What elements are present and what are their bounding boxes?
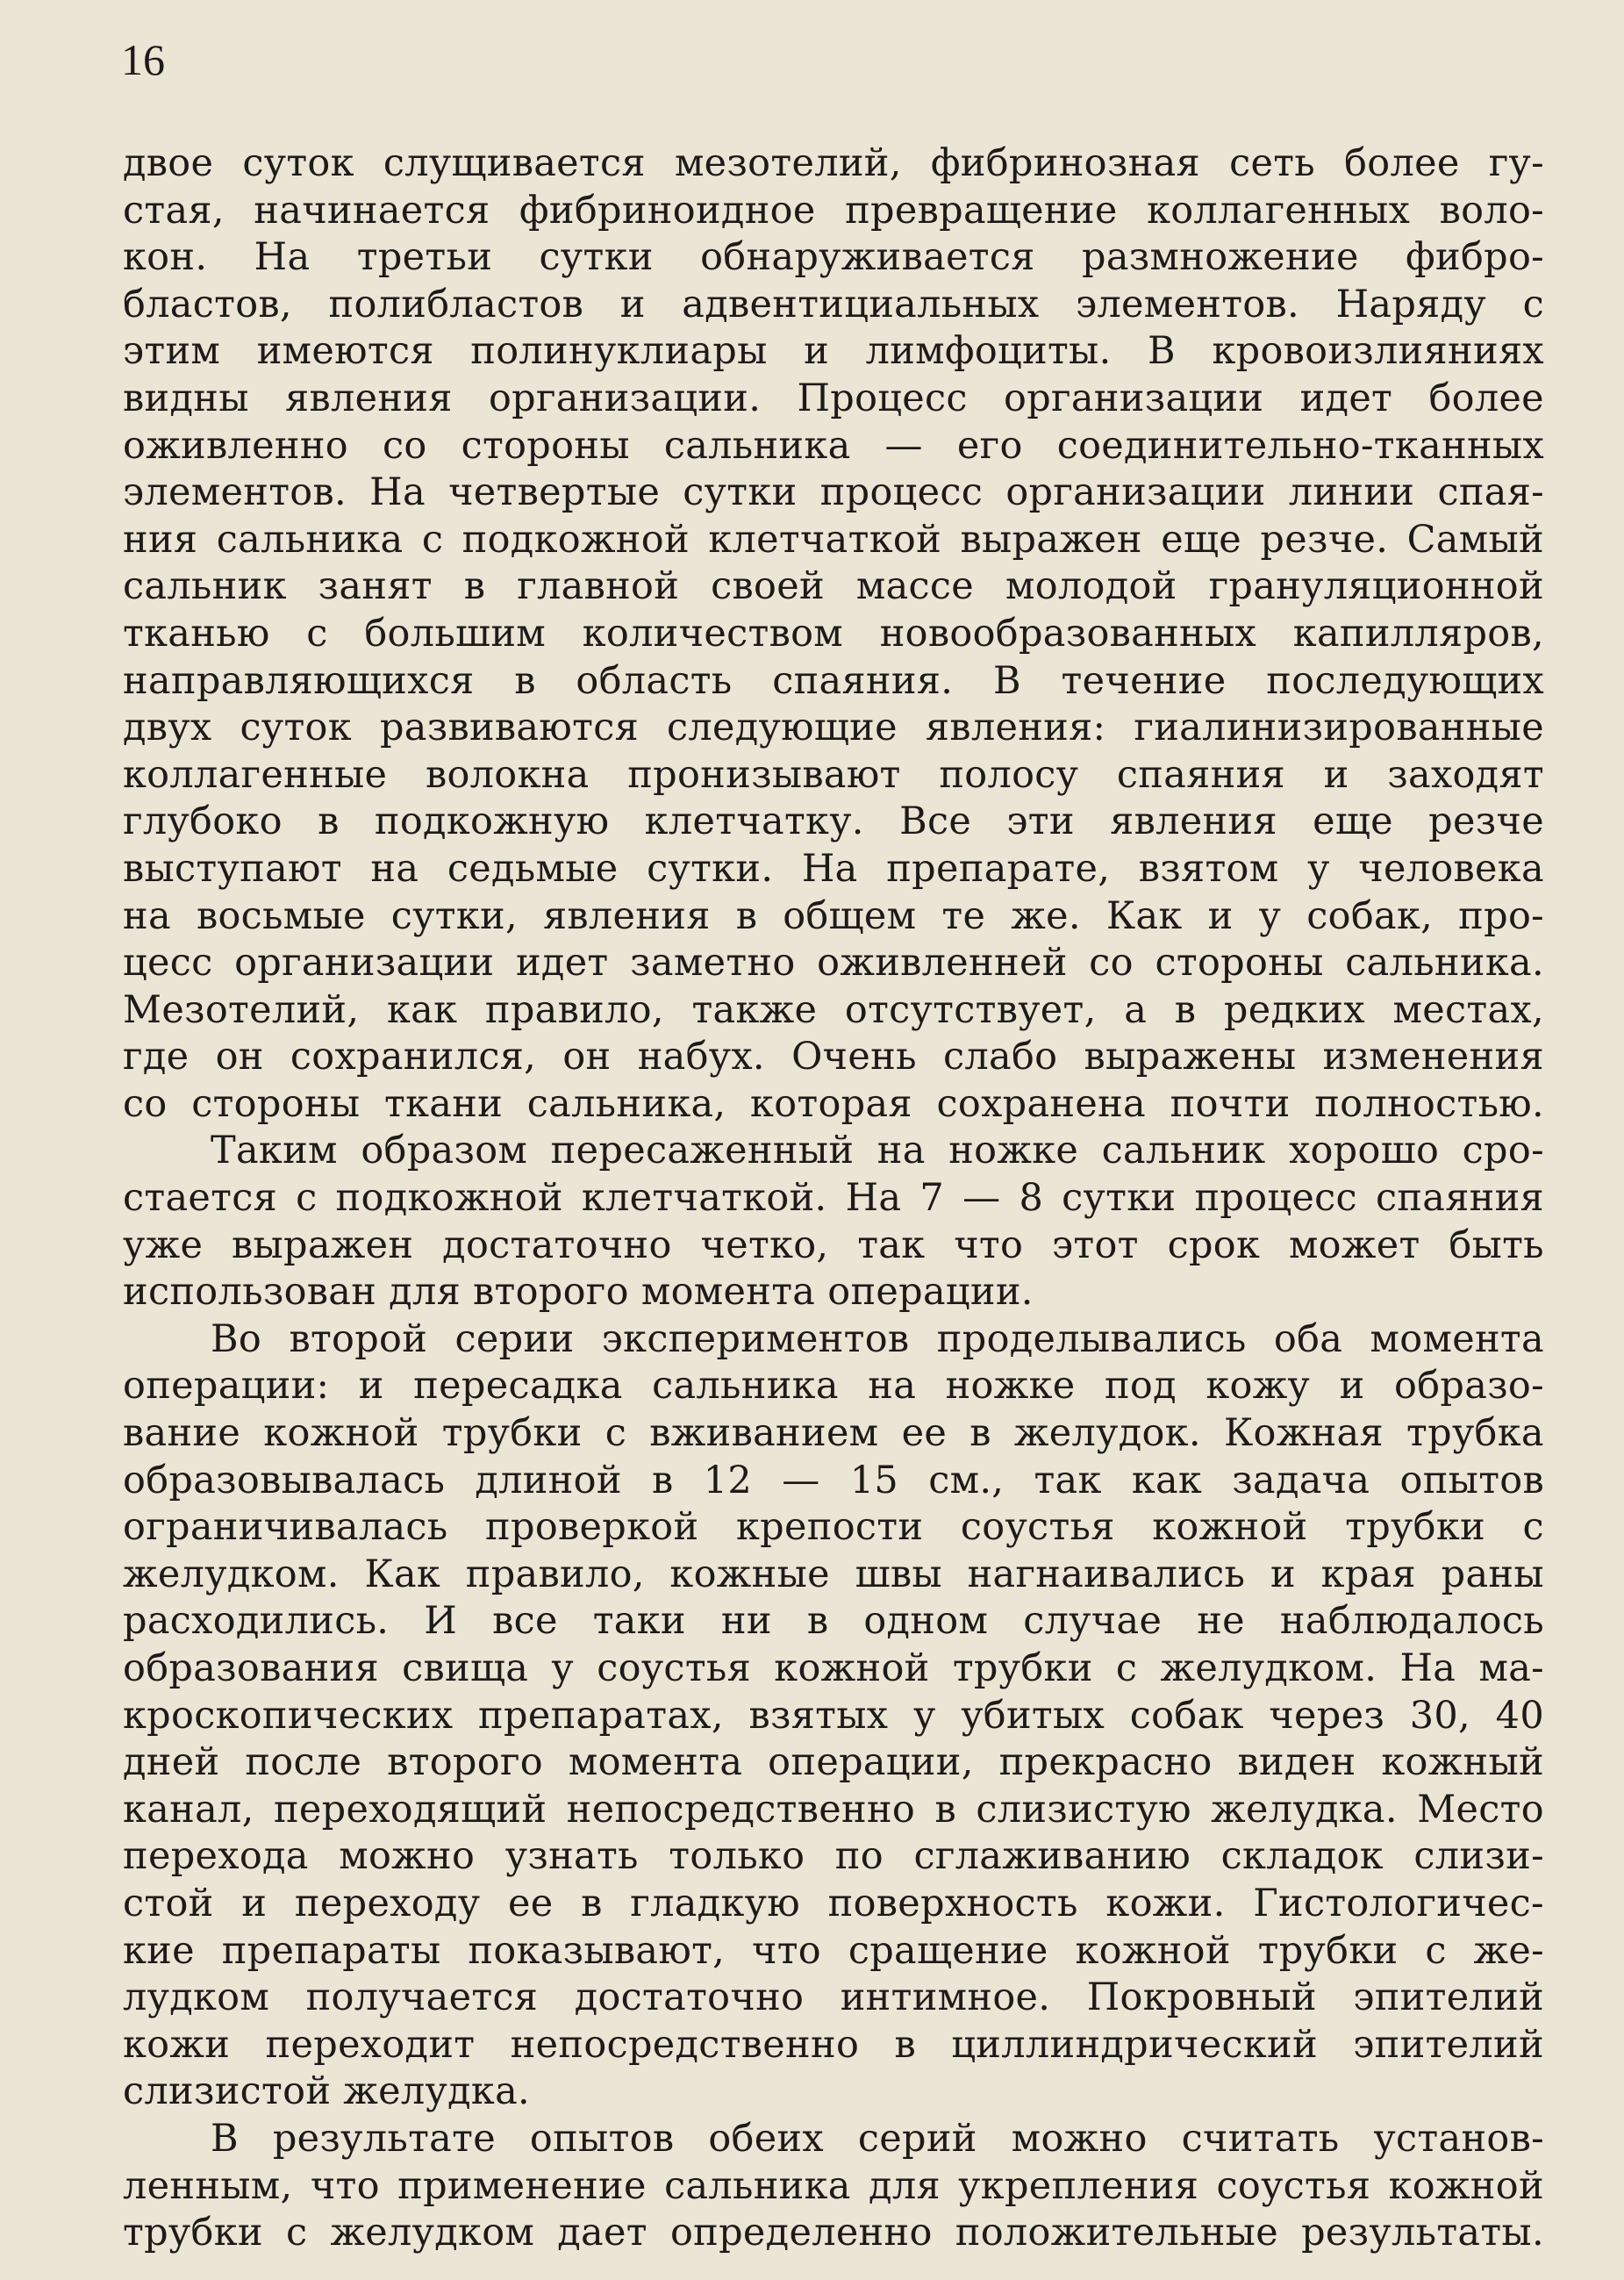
text-line: В результате опытов обеих серий можно считать установ- bbox=[211, 2116, 1544, 2161]
text-line: кие препараты показывают, что сращение кожной трубки с же- bbox=[123, 1928, 1544, 1973]
text-line: коллагенные волокна пронизывают полосу спаяния и заходят bbox=[123, 752, 1544, 797]
text-line: использован для второго момента операции. bbox=[123, 1270, 1034, 1315]
text-line: уже выражен достаточно четко, так что этот срок может быть bbox=[123, 1222, 1544, 1267]
text-line: Мезотелий, как правило, также отсутствует, а в редких местах, bbox=[123, 987, 1544, 1032]
text-line: канал, переходящий непосредственно в слизистую желудка. Место bbox=[123, 1787, 1544, 1832]
paragraph bbox=[123, 140, 1544, 1128]
text-line: двое суток слущивается мезотелий, фибринозная сеть более гу- bbox=[123, 141, 1544, 185]
text-line: трубки с желудком дает определенно положительные результаты. bbox=[123, 2211, 1544, 2255]
text-line: Во второй серии экспериментов проделывались оба момента bbox=[211, 1316, 1544, 1361]
text-line: элементов. На четвертые сутки процесс организации линии спая- bbox=[123, 470, 1544, 515]
paragraph bbox=[123, 2116, 1544, 2257]
text-line: расходились. И все таки ни в одном случае не наблюдалось bbox=[123, 1599, 1544, 1644]
paragraph bbox=[123, 1128, 1544, 1316]
text-line: тканью с большим количеством новообразованных капилляров, bbox=[123, 611, 1544, 656]
text-line: сальник занят в главной своей массе молодой грануляционной bbox=[123, 564, 1544, 609]
text-line: Таким образом пересаженный на ножке сальник хорошо сро- bbox=[211, 1129, 1544, 1173]
text-line: вание кожной трубки с вживанием ее в желудок. Кожная трубка bbox=[123, 1411, 1544, 1456]
text-line: со стороны ткани сальника, которая сохранена почти полностью. bbox=[123, 1081, 1544, 1126]
text-line: направляющихся в область спаяния. В течение последующих bbox=[123, 658, 1544, 703]
text-line: операции: и пересадка сальника на ножке под кожу и образо- bbox=[123, 1364, 1544, 1409]
text-line: где он сохранился, он набух. Очень слабо выражены изменения bbox=[123, 1035, 1544, 1079]
text-line: кожи переходит непосредственно в циллиндрический эпителий bbox=[123, 2022, 1544, 2067]
text-line: стая, начинается фибриноидное превращение коллагенных воло- bbox=[123, 188, 1544, 233]
text-line: образовывалась длиной в 12 — 15 см., так как задача опытов bbox=[123, 1458, 1544, 1502]
text-line: цесс организации идет заметно оживленней со стороны сальника. bbox=[123, 941, 1544, 986]
text-line: стой и переходу ее в гладкую поверхность кожи. Гистологичес- bbox=[123, 1881, 1544, 1925]
text-line: образования свища у соустья кожной трубки с желудком. На ма- bbox=[123, 1646, 1544, 1690]
text-line: лудком получается достаточно интимное. Покровный эпителий bbox=[123, 1975, 1544, 2020]
text-line: кон. На третьи сутки обнаруживается размножение фибро- bbox=[123, 235, 1544, 280]
text-line: ограничивалась проверкой крепости соустья кожной трубки с bbox=[123, 1505, 1544, 1550]
text-line: дней после второго момента операции, прекрасно виден кожный bbox=[123, 1740, 1544, 1785]
text-line: ленным, что применение сальника для укрепления соустья кожной bbox=[123, 2163, 1544, 2208]
text-line: двух суток развиваются следующие явления: гиалинизированные bbox=[123, 706, 1544, 750]
text-line: бластов, полибластов и адвентициальных элементов. Наряду с bbox=[123, 282, 1544, 326]
text-line: выступают на седьмые сутки. На препарате, взятом у человека bbox=[123, 846, 1544, 891]
text-line: глубоко в подкожную клетчатку. Все эти явления еще резче bbox=[123, 799, 1544, 844]
paragraph bbox=[123, 1316, 1544, 2116]
text-line: кроскопических препаратах, взятых у убитых собак через 30, 40 bbox=[123, 1693, 1544, 1738]
page-number: 16 bbox=[121, 35, 165, 84]
text-line: перехода можно узнать только по сглаживанию складок слизи- bbox=[123, 1834, 1544, 1879]
text-line: этим имеются полинуклиары и лимфоциты. В кровоизлияниях bbox=[123, 329, 1544, 374]
body-text bbox=[123, 140, 1544, 2257]
text-line: слизистой желудка. bbox=[123, 2069, 530, 2114]
text-line: ния сальника с подкожной клетчаткой выражен еще резче. Самый bbox=[123, 517, 1544, 562]
text-line: стается с подкожной клетчаткой. На 7 — 8 сутки процесс спаяния bbox=[123, 1176, 1544, 1221]
text-line: желудком. Как правило, кожные швы нагнаивались и края раны bbox=[123, 1552, 1544, 1596]
text-line: видны явления организации. Процесс организации идет более bbox=[123, 376, 1544, 420]
text-line: на восьмые сутки, явления в общем те же. Как и у собак, про- bbox=[123, 893, 1544, 938]
text-line: оживленно со стороны сальника — его соединительно-тканных bbox=[123, 423, 1544, 468]
